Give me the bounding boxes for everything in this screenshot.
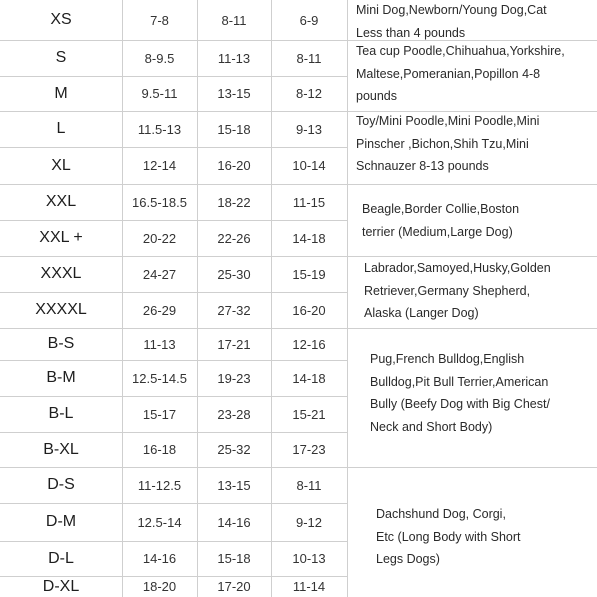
column-divider bbox=[347, 0, 348, 597]
measurement-cell: 8-9.5 bbox=[144, 50, 175, 66]
size-label: M bbox=[54, 84, 68, 102]
measurement-cell: 16-20 bbox=[217, 158, 251, 173]
measurement-cell: 8-12 bbox=[295, 86, 323, 101]
measurement-cell: 9-12 bbox=[295, 514, 323, 530]
size-label: D-M bbox=[45, 513, 77, 530]
breed-description bbox=[370, 348, 550, 438]
measurement-cell: 15-18 bbox=[217, 121, 251, 137]
measurement-cell: 13-15 bbox=[217, 477, 251, 493]
size-label: L bbox=[56, 120, 66, 137]
measurement-cell: 7-8 bbox=[150, 12, 169, 28]
measurement-cell: 22-26 bbox=[217, 230, 251, 246]
description-line: Legs Dogs) bbox=[376, 552, 440, 566]
description-line: Mini Dog,Newborn/Young Dog,Cat bbox=[356, 3, 547, 17]
measurement-cell: 13-15 bbox=[217, 86, 251, 101]
description-line: pounds bbox=[356, 89, 398, 103]
measurement-cell: 12.5-14 bbox=[137, 514, 182, 530]
description-line: Etc (Long Body with Short bbox=[376, 529, 521, 544]
measurement-cell: 14-18 bbox=[292, 370, 326, 386]
measurement-cell: 16.5-18.5 bbox=[132, 194, 187, 210]
measurement-cell: 20-22 bbox=[142, 230, 177, 246]
description-line: Pinscher ,Bichon,Shih Tzu,Mini bbox=[356, 136, 529, 151]
description-line: Neck and Short Body) bbox=[370, 419, 493, 434]
description-divider bbox=[347, 467, 597, 468]
breed-description bbox=[364, 257, 551, 325]
measurement-cell: 11-12.5 bbox=[137, 477, 182, 493]
breed-description bbox=[356, 40, 565, 108]
measurement-cell: 26-29 bbox=[142, 302, 177, 318]
measurement-cell: 18-22 bbox=[217, 194, 251, 210]
measurement-cell: 15-19 bbox=[292, 266, 326, 282]
breed-description bbox=[376, 503, 521, 571]
size-label: XL bbox=[51, 156, 71, 174]
measurement-cell: 8-11 bbox=[296, 477, 322, 493]
description-line: Schnauzer 8-13 pounds bbox=[356, 159, 489, 173]
description-line: Toy/Mini Poodle,Mini Poodle,Mini bbox=[356, 114, 540, 128]
description-line: Labrador,Samoyed,Husky,Golden bbox=[364, 261, 551, 275]
measurement-cell: 9-13 bbox=[295, 121, 323, 137]
measurement-cell: 23-28 bbox=[217, 406, 251, 422]
description-line: Tea cup Poodle,Chihuahua,Yorkshire, bbox=[356, 44, 565, 58]
size-label: XXL + bbox=[39, 229, 83, 246]
measurement-cell: 25-30 bbox=[217, 266, 251, 282]
measurement-cell: 11-15 bbox=[292, 194, 326, 210]
measurement-cell: 11-14 bbox=[292, 579, 326, 594]
measurement-cell: 19-23 bbox=[217, 370, 251, 386]
description-line: Dachshund Dog, Corgi, bbox=[376, 507, 506, 521]
size-label: S bbox=[55, 49, 67, 66]
measurement-cell: 8-11 bbox=[296, 50, 322, 66]
description-line: Maltese,Pomeranian,Popillon 4-8 bbox=[356, 66, 541, 81]
description-line: Pug,French Bulldog,English bbox=[370, 352, 525, 366]
description-line: Alaska (Langer Dog) bbox=[364, 306, 479, 320]
measurement-cell: 11.5-13 bbox=[137, 121, 182, 137]
description-line: Bulldog,Pit Bull Terrier,American bbox=[370, 374, 549, 389]
measurement-cell: 14-16 bbox=[142, 551, 177, 566]
size-label: XXXXL bbox=[35, 301, 87, 318]
measurement-cell: 8-11 bbox=[221, 12, 247, 28]
description-line: Retriever,Germany Shepherd, bbox=[364, 283, 531, 298]
measurement-cell: 11-13 bbox=[217, 50, 251, 66]
size-label: B-XL bbox=[43, 440, 79, 458]
measurement-cell: 15-21 bbox=[292, 406, 326, 422]
description-divider bbox=[347, 328, 597, 329]
measurement-cell: 27-32 bbox=[217, 302, 251, 318]
measurement-cell: 18-20 bbox=[142, 579, 177, 594]
measurement-cell: 17-21 bbox=[217, 336, 251, 352]
size-label: XS bbox=[50, 11, 72, 28]
description-line: Less than 4 pounds bbox=[356, 25, 466, 40]
size-label: D-S bbox=[47, 476, 75, 493]
measurement-cell: 9.5-11 bbox=[141, 86, 178, 101]
size-label: XXXL bbox=[40, 265, 82, 282]
measurement-cell: 16-20 bbox=[292, 302, 326, 318]
size-label: XXL bbox=[45, 193, 77, 210]
measurement-cell: 11-13 bbox=[143, 336, 176, 352]
size-label: B-L bbox=[48, 405, 74, 422]
measurement-cell: 15-18 bbox=[217, 551, 251, 566]
measurement-cell: 12-16 bbox=[292, 336, 326, 352]
size-label: D-L bbox=[48, 549, 74, 567]
description-line: Bully (Beefy Dog with Big Chest/ bbox=[370, 397, 550, 411]
measurement-cell: 10-14 bbox=[292, 158, 326, 173]
measurement-cell: 14-16 bbox=[217, 514, 251, 530]
measurement-cell: 25-32 bbox=[217, 442, 251, 457]
measurement-cell: 17-20 bbox=[217, 579, 251, 594]
size-label: B-S bbox=[47, 335, 75, 352]
description-line: terrier (Medium,Large Dog) bbox=[362, 224, 513, 239]
measurement-cell: 15-17 bbox=[142, 406, 177, 422]
measurement-cell: 16-18 bbox=[142, 442, 177, 457]
breed-description bbox=[356, 0, 547, 44]
measurement-cell: 17-23 bbox=[292, 442, 326, 457]
measurement-cell: 6-9 bbox=[299, 12, 319, 28]
measurement-cell: 14-18 bbox=[292, 230, 326, 246]
measurement-cell: 24-27 bbox=[142, 266, 177, 282]
size-label: D-XL bbox=[42, 577, 80, 595]
measurement-cell: 12.5-14.5 bbox=[132, 370, 187, 386]
measurement-cell: 10-13 bbox=[292, 551, 326, 566]
description-divider bbox=[347, 184, 597, 185]
measurement-cell: 12-14 bbox=[142, 158, 177, 173]
size-label: B-M bbox=[46, 369, 76, 386]
description-line: Beagle,Border Collie,Boston bbox=[362, 202, 520, 216]
breed-description bbox=[356, 110, 539, 178]
breed-description bbox=[362, 198, 519, 243]
